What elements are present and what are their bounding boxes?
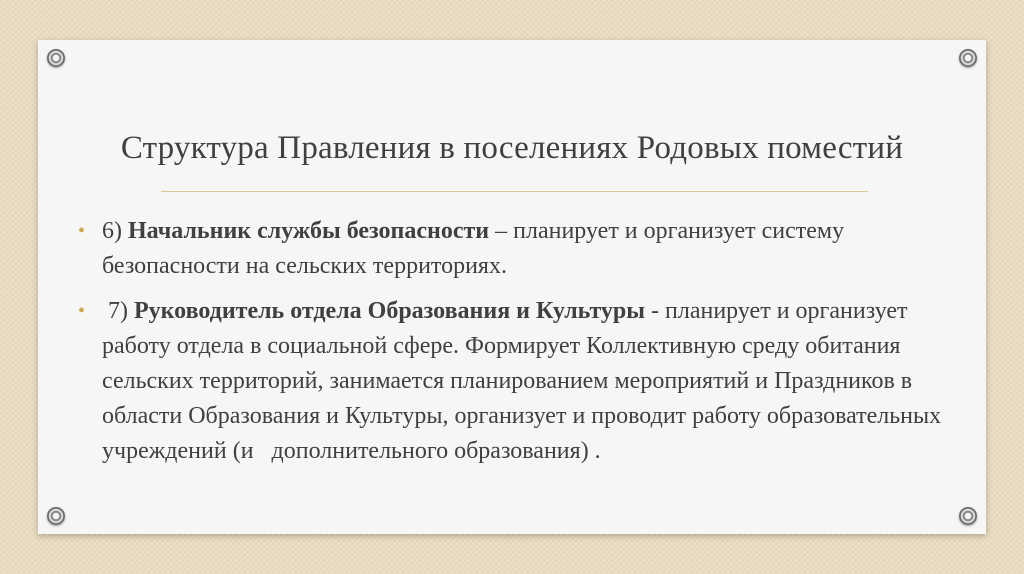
bullet-number: 6) bbox=[102, 218, 122, 244]
bullet-number: 7) bbox=[102, 298, 128, 324]
slide-card bbox=[38, 40, 986, 534]
bullet-role: Начальник службы безопасности bbox=[128, 218, 490, 244]
pushpin-icon bbox=[959, 49, 977, 67]
title-divider bbox=[161, 191, 868, 192]
slide-title: Структура Правления в поселениях Родовых поместий bbox=[120, 130, 904, 166]
bullet-role: Руководитель отдела Образования и Культуры bbox=[134, 298, 646, 324]
bullet-icon: • bbox=[78, 300, 86, 322]
slide-content bbox=[78, 214, 958, 479]
pushpin-icon bbox=[47, 507, 65, 525]
bullet-description: – планирует и организует систему безопасности на сельских территориях. bbox=[102, 218, 845, 279]
bullet-item bbox=[78, 294, 958, 469]
pushpin-icon bbox=[47, 49, 65, 67]
bullet-description: - планирует и организует работу отдела в социальной сфере. Формирует Коллективную среду обитания сельских территорий, занимается планированием мероприятий и Праздников в области Образования и Культуры, организует и проводит работу образовательных учреждений (и дополнительного образования) . bbox=[102, 298, 948, 464]
bullet-item bbox=[78, 214, 958, 284]
bullet-icon: • bbox=[78, 220, 86, 242]
pushpin-icon bbox=[959, 507, 977, 525]
